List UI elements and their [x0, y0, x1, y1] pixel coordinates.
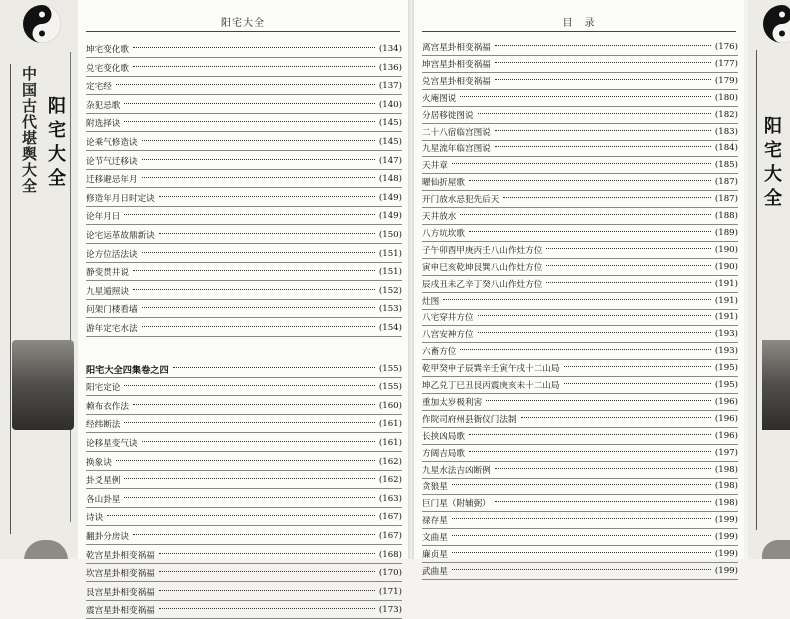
- toc-entry-page: (196): [714, 396, 738, 407]
- toc-entry-title: 游年定宅水法: [86, 324, 138, 334]
- toc-entry-title: 论节气迁移诀: [86, 156, 138, 167]
- toc-entry-title: 论移星变气诀: [86, 439, 138, 449]
- toc-entry-page: (184): [714, 143, 738, 154]
- toc-entry-page: (189): [714, 227, 738, 238]
- toc-leader-dots: [495, 500, 711, 502]
- spine-book-title: 阳宅大全: [45, 96, 66, 192]
- toc-entry[interactable]: [422, 55, 738, 73]
- toc-leader-dots: [443, 298, 711, 300]
- toc-entry[interactable]: [422, 190, 738, 208]
- toc-entry[interactable]: [422, 173, 738, 191]
- toc-entry-page: (149): [378, 211, 402, 222]
- toc-entry[interactable]: [422, 325, 738, 343]
- toc-entry-title: 卦爻星例: [86, 476, 121, 487]
- toc-entry-title: 廉贞星: [422, 550, 448, 560]
- toc-entry[interactable]: [86, 471, 402, 489]
- toc-entry-page: (199): [714, 532, 738, 543]
- toc-leader-dots: [159, 232, 375, 234]
- right-header-title: 目 录: [562, 18, 596, 29]
- toc-row-rule: [422, 579, 738, 580]
- toc-entry-page: (176): [714, 42, 738, 52]
- toc-entry-title: 子午卯酉甲庚丙壬八山作灶方位: [422, 245, 543, 256]
- toc-entry-title: 论年月日: [86, 212, 121, 223]
- toc-entry[interactable]: [86, 319, 402, 337]
- toc-entry-title: 乾宫星卦相变祸福: [86, 550, 155, 561]
- toc-entry[interactable]: [86, 546, 402, 564]
- toc-entry-title: 迁移避忌年月: [86, 175, 138, 186]
- left-header-title: 阳宅大全: [221, 18, 265, 29]
- toc-leader-dots: [469, 179, 711, 181]
- toc-entry-title: 坤宅变化歌: [86, 45, 129, 55]
- toc-entry[interactable]: [86, 601, 402, 619]
- toc-entry-title: 经纬断法: [86, 420, 121, 431]
- toc-leader-dots: [124, 421, 375, 423]
- toc-entry[interactable]: [422, 156, 738, 174]
- toc-leader-dots: [133, 403, 375, 405]
- toc-entry-page: (196): [714, 413, 738, 424]
- toc-leader-dots: [159, 589, 375, 591]
- ornament-image: [24, 540, 68, 559]
- toc-entry-page: (193): [714, 346, 738, 357]
- toc-entry-title: 阳宅大全四集卷之四: [86, 364, 169, 376]
- toc-entry[interactable]: [86, 360, 402, 378]
- toc-leader-dots: [521, 416, 711, 418]
- toc-entry-page: (193): [714, 329, 738, 340]
- toc-entry[interactable]: [86, 207, 402, 225]
- toc-entry[interactable]: [86, 133, 402, 151]
- toc-entry[interactable]: [422, 38, 738, 56]
- toc-entry-page: (191): [714, 295, 738, 306]
- buddha-statue-image: [12, 340, 74, 430]
- toc-entry-title: 九星遁照诀: [86, 286, 129, 297]
- toc-entry-page: (198): [714, 464, 738, 475]
- toc-entry[interactable]: [422, 224, 738, 242]
- toc-entry-title: 作院司府州县衙仪门法制: [422, 414, 517, 425]
- toc-leader-dots: [142, 440, 375, 442]
- left-page-header: [78, 14, 408, 29]
- toc-leader-dots: [142, 139, 375, 141]
- toc-leader-dots: [469, 450, 711, 452]
- right-page: [414, 0, 744, 577]
- toc-entry[interactable]: [86, 397, 402, 415]
- toc-entry-page: (173): [378, 605, 402, 616]
- toc-entry-page: (148): [378, 174, 402, 185]
- toc-leader-dots: [452, 568, 711, 570]
- toc-entry-page: (171): [378, 586, 402, 597]
- series-title: 中国古代堪舆大全: [20, 66, 38, 194]
- toc-leader-dots: [460, 95, 711, 97]
- toc-entry[interactable]: [86, 226, 402, 244]
- toc-entry-title: 九星水法吉凶断例: [422, 465, 491, 476]
- spine-rule: [10, 64, 11, 534]
- toc-leader-dots: [159, 570, 375, 572]
- toc-leader-dots: [503, 196, 711, 198]
- toc-leader-dots: [142, 176, 375, 178]
- toc-row-rule: [86, 336, 402, 337]
- toc-entry-page: (168): [378, 549, 402, 560]
- toc-entry[interactable]: [86, 170, 402, 188]
- toc-entry-title: 论方位活法诀: [86, 249, 138, 260]
- toc-entry[interactable]: [422, 461, 738, 479]
- toc-leader-dots: [546, 281, 711, 283]
- toc-leader-dots: [495, 467, 711, 469]
- toc-entry-page: (150): [378, 230, 402, 240]
- toc-entry-title: 兑宫星卦相变祸福: [422, 76, 491, 87]
- toc-entry-page: (137): [378, 81, 402, 92]
- yin-yang-icon: [762, 4, 790, 44]
- toc-entry[interactable]: [86, 114, 402, 132]
- toc-entry-page: (153): [378, 304, 402, 315]
- toc-leader-dots: [133, 533, 375, 535]
- toc-entry[interactable]: [86, 59, 402, 77]
- toc-entry[interactable]: [422, 342, 738, 360]
- toc-leader-dots: [159, 552, 375, 554]
- toc-entry-title: 开门放水忌犯先后天: [422, 195, 500, 206]
- toc-entry-title: 贪狼星: [422, 482, 448, 493]
- toc-leader-dots: [495, 78, 711, 80]
- toc-leader-dots: [159, 195, 375, 197]
- toc-entry[interactable]: [86, 490, 402, 508]
- toc-entry-page: (155): [378, 382, 402, 393]
- header-rule: [422, 31, 736, 32]
- toc-entry[interactable]: [86, 453, 402, 471]
- toc-entry[interactable]: [422, 207, 738, 225]
- toc-entry-page: (190): [714, 261, 738, 272]
- toc-entry-title: 方阔吉局歌: [422, 448, 465, 459]
- toc-entry[interactable]: [86, 434, 402, 452]
- toc-leader-dots: [142, 158, 375, 160]
- toc-entry-page: (195): [714, 363, 738, 374]
- header-rule: [86, 31, 400, 32]
- toc-leader-dots: [460, 348, 711, 350]
- toc-entry[interactable]: [86, 527, 402, 545]
- toc-entry[interactable]: [422, 139, 738, 157]
- toc-entry-page: (190): [714, 244, 738, 255]
- toc-leader-dots: [452, 517, 711, 519]
- toc-entry[interactable]: [422, 72, 738, 90]
- toc-entry-title: 定宅经: [86, 82, 112, 93]
- toc-entry[interactable]: [422, 123, 738, 141]
- toc-entry-title: 翻卦分房诀: [86, 532, 129, 542]
- spine-rule: [70, 52, 71, 522]
- toc-entry-page: (151): [378, 248, 402, 259]
- toc-leader-dots: [469, 433, 711, 435]
- toc-entry-title: 各山卦星: [86, 494, 121, 505]
- toc-entry-page: (197): [714, 447, 738, 458]
- toc-entry-title: 阳宅定论: [86, 383, 121, 394]
- buddha-statue-image: [762, 340, 790, 430]
- toc-entry-page: (198): [714, 481, 738, 492]
- toc-entry[interactable]: [86, 189, 402, 207]
- toc-entry[interactable]: [422, 444, 738, 462]
- toc-entry-page: (191): [714, 312, 738, 323]
- toc-entry-page: (180): [714, 92, 738, 103]
- toc-entry-title: 武曲星: [422, 566, 448, 577]
- toc-entry-title: 文曲星: [422, 533, 448, 544]
- toc-leader-dots: [469, 230, 711, 232]
- toc-entry-title: 论宅运革故鼎新诀: [86, 231, 155, 241]
- toc-entry[interactable]: [422, 241, 738, 259]
- toc-entry-page: (140): [378, 99, 402, 110]
- toc-entry-page: (179): [714, 75, 738, 86]
- toc-leader-dots: [159, 607, 375, 609]
- toc-leader-dots: [107, 514, 375, 516]
- toc-entry-title: 坤宫星卦相变祸福: [422, 59, 491, 70]
- toc-leader-dots: [546, 264, 711, 266]
- toc-leader-dots: [133, 46, 375, 48]
- toc-entry[interactable]: [422, 258, 738, 276]
- toc-entry-page: (191): [714, 278, 738, 289]
- toc-entry[interactable]: [422, 376, 738, 394]
- toc-entry-page: (167): [378, 531, 402, 541]
- toc-leader-dots: [142, 306, 375, 308]
- toc-entry[interactable]: [422, 275, 738, 293]
- toc-entry-title: 离宫星卦相变祸福: [422, 43, 491, 53]
- toc-entry-title: 禄存星: [422, 516, 448, 527]
- toc-entry[interactable]: [422, 494, 738, 512]
- toc-entry-title: 坤乙兑丁巳丑艮丙震庚亥未十二山局: [422, 381, 560, 391]
- toc-entry-title: 曜仙折屋歌: [422, 178, 465, 189]
- toc-entry-page: (161): [378, 419, 402, 430]
- toc-entry[interactable]: [422, 393, 738, 411]
- toc-entry-title: 八方坑坎歌: [422, 228, 465, 239]
- toc-entry[interactable]: [86, 300, 402, 318]
- toc-entry-title: 诗诀: [86, 513, 104, 524]
- toc-leader-dots: [546, 247, 711, 249]
- ornament-image: [762, 540, 790, 559]
- toc-entry[interactable]: [86, 415, 402, 433]
- left-page: [78, 0, 408, 617]
- toc-entry[interactable]: [422, 528, 738, 546]
- toc-entry-page: (185): [714, 160, 738, 171]
- toc-entry-title: 论乘气修造诀: [86, 138, 138, 148]
- toc-entry-page: (187): [714, 177, 738, 188]
- toc-leader-dots: [116, 459, 375, 461]
- toc-entry[interactable]: [86, 40, 402, 58]
- toc-entry-title: 问架门楼看墙: [86, 305, 138, 316]
- toc-entry-page: (151): [378, 267, 402, 278]
- toc-entry-page: (177): [714, 58, 738, 69]
- toc-leader-dots: [452, 162, 711, 164]
- toc-entry-title: 重加太岁极利害: [422, 397, 483, 408]
- toc-leader-dots: [173, 366, 375, 368]
- toc-leader-dots: [486, 399, 711, 401]
- toc-entry-page: (161): [378, 438, 402, 448]
- toc-entry[interactable]: [422, 477, 738, 495]
- toc-entry-title: 艮宫星卦相变祸福: [86, 587, 155, 598]
- toc-entry[interactable]: [422, 545, 738, 563]
- toc-entry-page: (145): [378, 118, 402, 129]
- toc-entry[interactable]: [86, 282, 402, 300]
- yin-yang-icon: [22, 4, 62, 44]
- toc-leader-dots: [124, 102, 375, 104]
- toc-entry-page: (163): [378, 493, 402, 504]
- toc-entry-title: 杂犯忌歌: [86, 100, 121, 111]
- toc-leader-dots: [564, 382, 711, 384]
- toc-entry[interactable]: [86, 152, 402, 170]
- toc-entry[interactable]: [422, 427, 738, 445]
- toc-entry[interactable]: [422, 89, 738, 107]
- toc-leader-dots: [124, 477, 375, 479]
- toc-entry-page: (187): [714, 194, 738, 205]
- toc-leader-dots: [495, 145, 711, 147]
- toc-leader-dots: [452, 551, 711, 553]
- toc-entry-title: 赖布衣作法: [86, 401, 129, 412]
- toc-entry-page: (152): [378, 285, 402, 296]
- toc-entry-page: (199): [714, 565, 738, 576]
- toc-entry[interactable]: [86, 564, 402, 582]
- toc-entry-title: 坎宫星卦相变祸福: [86, 569, 155, 580]
- right-page-header: [414, 14, 744, 29]
- toc-leader-dots: [495, 129, 711, 131]
- toc-entry-page: (145): [378, 137, 402, 147]
- toc-leader-dots: [133, 269, 375, 271]
- toc-entry-title: 灶图: [422, 296, 440, 307]
- toc-entry[interactable]: [422, 292, 738, 310]
- toc-entry[interactable]: [422, 106, 738, 124]
- toc-entry-page: (199): [714, 515, 738, 526]
- toc-leader-dots: [142, 251, 375, 253]
- toc-entry-page: (195): [714, 380, 738, 390]
- toc-entry-page: (167): [378, 512, 402, 523]
- toc-entry-page: (147): [378, 155, 402, 166]
- toc-leader-dots: [478, 314, 711, 316]
- toc-entry-page: (154): [378, 323, 402, 333]
- toc-entry-page: (162): [378, 456, 402, 467]
- toc-entry-title: 天井章: [422, 161, 448, 172]
- toc-entry-page: (149): [378, 192, 402, 203]
- toc-entry-title: 九星流年临宫图说: [422, 144, 491, 155]
- toc-leader-dots: [124, 213, 375, 215]
- toc-entry-page: (162): [378, 475, 402, 486]
- toc-entry-title: 八宅穿井方位: [422, 313, 474, 324]
- toc-entry-page: (183): [714, 126, 738, 137]
- toc-entry-page: (136): [378, 62, 402, 73]
- toc-entry-title: 震宫星卦相变祸福: [86, 606, 155, 617]
- toc-leader-dots: [142, 325, 375, 327]
- toc-leader-dots: [460, 213, 711, 215]
- toc-entry[interactable]: [86, 96, 402, 114]
- toc-leader-dots: [124, 384, 375, 386]
- toc-entry-title: 天井放水: [422, 212, 457, 222]
- toc-leader-dots: [452, 483, 711, 485]
- toc-entry[interactable]: [422, 410, 738, 428]
- toc-entry-title: 乾甲癸申子辰巽辛壬寅午戌十二山局: [422, 364, 560, 375]
- toc-entry-title: 二十八宿临宫图说: [422, 127, 491, 138]
- toc-leader-dots: [133, 65, 375, 67]
- toc-entry-page: (199): [714, 549, 738, 559]
- toc-entry-title: 火庵图说: [422, 93, 457, 104]
- toc-entry[interactable]: [86, 508, 402, 526]
- toc-entry-title: 辰戌丑未乙辛丁癸八山作灶方位: [422, 279, 543, 290]
- right-spine-title: 阳宅大全: [761, 116, 782, 212]
- toc-entry-page: (155): [378, 363, 402, 374]
- toc-leader-dots: [133, 288, 375, 290]
- toc-entry-title: 寅申巳亥乾坤艮巽八山作灶方位: [422, 262, 543, 273]
- toc-leader-dots: [564, 365, 711, 367]
- toc-entry-page: (182): [714, 109, 738, 120]
- toc-entry[interactable]: [86, 583, 402, 601]
- toc-entry[interactable]: [86, 245, 402, 263]
- toc-entry[interactable]: [422, 511, 738, 529]
- toc-leader-dots: [495, 44, 711, 46]
- toc-entry[interactable]: [86, 378, 402, 396]
- toc-entry[interactable]: [86, 77, 402, 95]
- toc-leader-dots: [124, 120, 375, 122]
- toc-entry[interactable]: [422, 308, 738, 326]
- toc-entry-page: (160): [378, 400, 402, 411]
- toc-leader-dots: [478, 331, 711, 333]
- toc-leader-dots: [124, 496, 375, 498]
- toc-leader-dots: [478, 112, 711, 114]
- toc-entry-page: (134): [378, 44, 402, 54]
- toc-entry-title: 修造年月日时定诀: [86, 193, 155, 204]
- toc-entry-title: 静变贯井说: [86, 268, 129, 279]
- toc-entry-page: (198): [714, 498, 738, 509]
- right-book-spine: [748, 0, 790, 559]
- toc-entry-title: 长挟凶局歌: [422, 431, 465, 442]
- toc-leader-dots: [452, 534, 711, 536]
- toc-leader-dots: [495, 61, 711, 63]
- toc-entry-title: 附选择诀: [86, 119, 121, 130]
- toc-entry-title: 巨门星（附辅弼）: [422, 499, 491, 510]
- toc-entry-title: 兑宅变化歌: [86, 63, 129, 74]
- toc-entry-title: 分居移徙图说: [422, 110, 474, 121]
- toc-leader-dots: [116, 83, 375, 85]
- toc-entry-title: 六畜方位: [422, 347, 457, 358]
- toc-entry[interactable]: [422, 562, 738, 580]
- toc-entry[interactable]: [422, 359, 738, 377]
- toc-entry-page: (188): [714, 211, 738, 221]
- left-book-spine: [0, 0, 78, 559]
- toc-entry-title: 换象诀: [86, 457, 112, 468]
- toc-entry-page: (196): [714, 430, 738, 441]
- toc-entry[interactable]: [86, 263, 402, 281]
- toc-entry-title: 八宫安神方位: [422, 330, 474, 341]
- toc-entry-page: (170): [378, 568, 402, 579]
